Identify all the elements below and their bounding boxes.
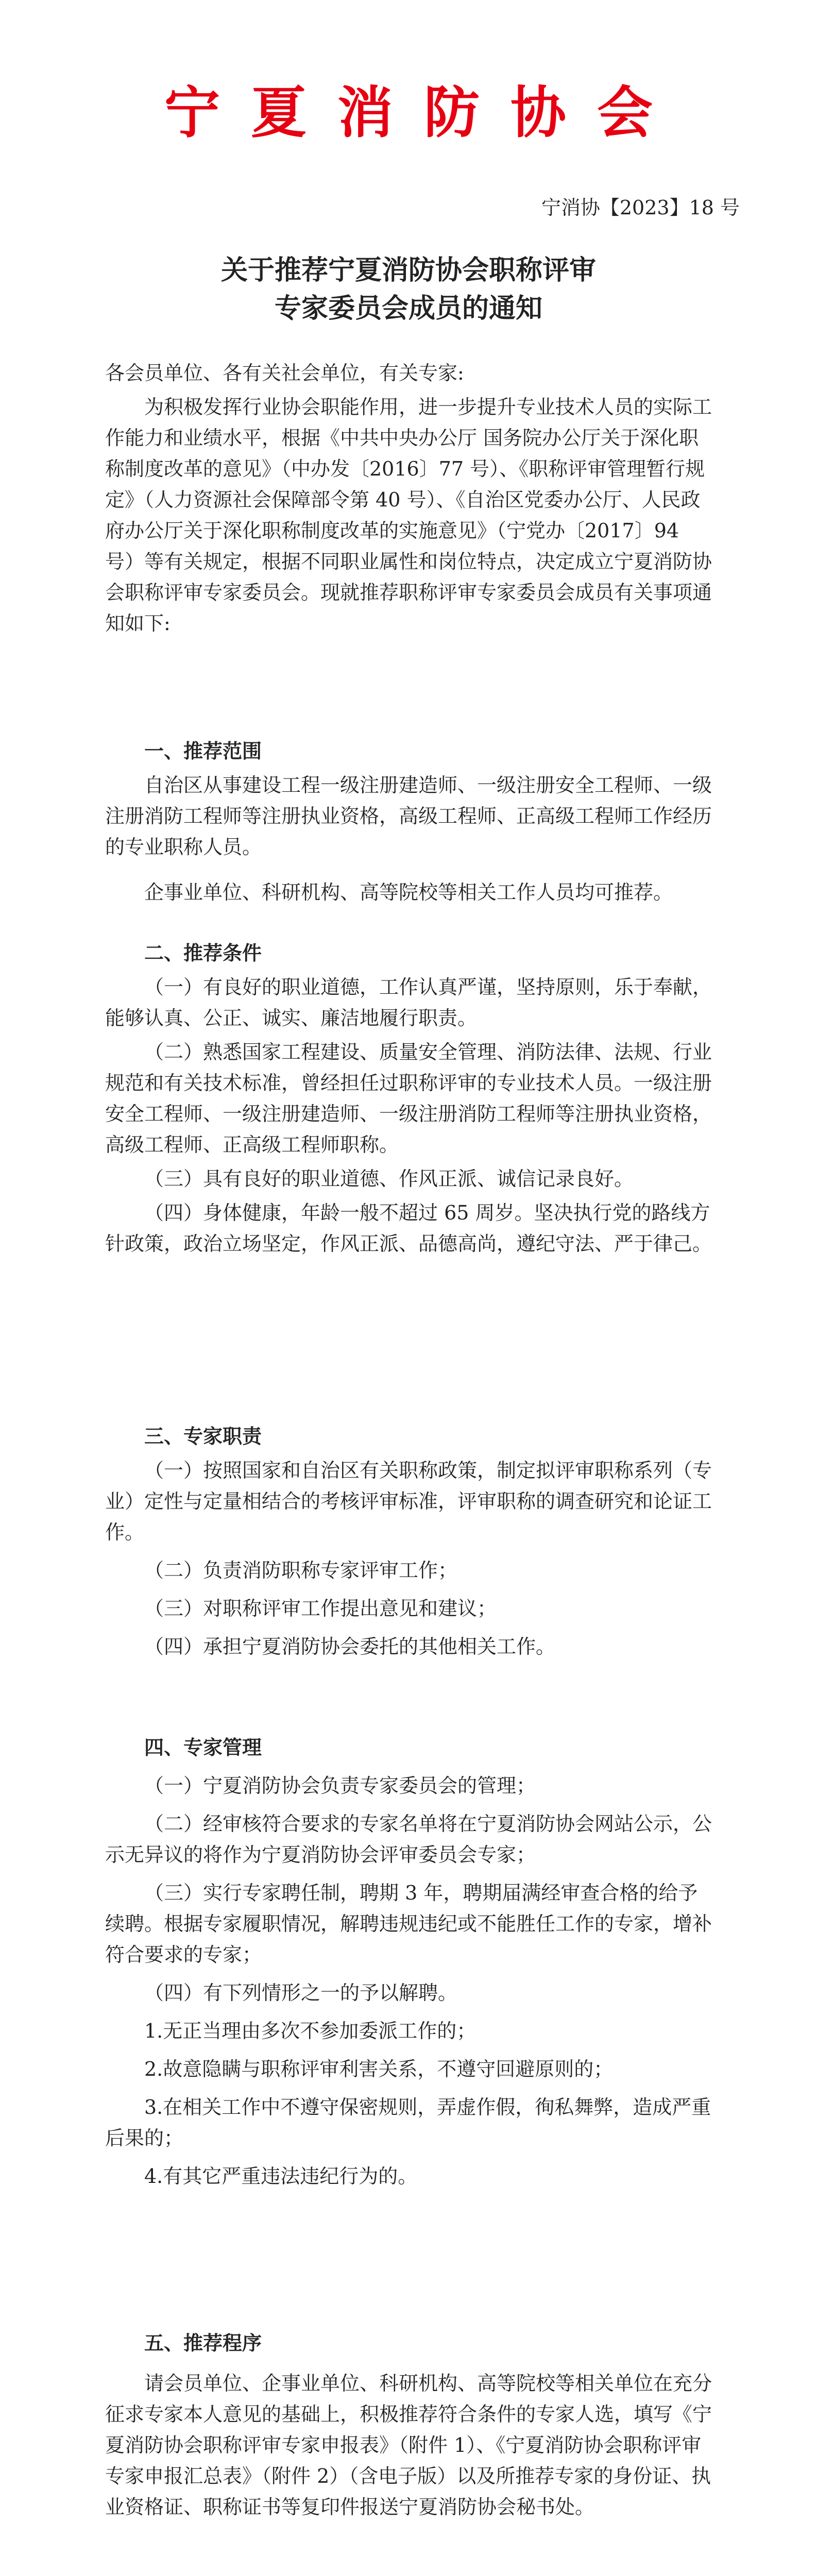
- section-paragraph: 4.有其它严重违法违纪行为的。: [144, 2165, 418, 2188]
- section-paragraph: （四）有下列情形之一的予以解聘。: [144, 1981, 458, 2004]
- section-paragraph: （三）具有良好的职业道德、作风正派、诚信记录良好。: [144, 1167, 634, 1190]
- section-heading: 二、推荐条件: [144, 942, 262, 964]
- section-expert-duties: [105, 1421, 713, 1662]
- section-paragraph: 企事业单位、科研机构、高等院校等相关工作人员均可推荐。: [144, 881, 673, 904]
- section-paragraph: （二）经审核符合要求的专家名单将在宁夏消防协会网站公示，公示无异议的将作为宁夏消防协会评审委员会专家；: [105, 1812, 712, 1866]
- section-paragraph: （二）熟悉国家工程建设、质量安全管理、消防法律、法规、行业规范和有关技术标准，曾经担任过职称评审的专业技术人员。一级注册安全工程师、一级注册建造师、一级注册消防工程师等注册执业资格，高级工程师、正高级工程师职称。: [105, 1041, 712, 1156]
- section-paragraph: （一）按照国家和自治区有关职称政策，制定拟评审职称系列（专业）定性与定量相结合的考核评审标准，评审职称的调查研究和论证工作。: [105, 1459, 712, 1544]
- document-title-line-2: 专家委员会成员的通知: [274, 293, 542, 324]
- section-heading: 五、推荐程序: [144, 2332, 262, 2354]
- document-title: [0, 251, 817, 328]
- section-paragraph: （四）身体健康，年龄一般不超过 65 周岁。坚决执行党的路线方针政策，政治立场坚定，作风正派、品德高尚，遵纪守法、严于律己。: [105, 1201, 712, 1255]
- section-paragraph: （三）实行专家聘任制，聘期 3 年，聘期届满经审查合格的给予续聘。根据专家履职情况，解聘违规违纪或不能胜任工作的专家，增补符合要求的专家；: [105, 1882, 712, 1966]
- org-title: 宁夏消防协会: [164, 81, 684, 145]
- section-paragraph: 3.在相关工作中不遵守保密规则，弄虚作假，徇私舞弊，造成严重后果的；: [105, 2096, 711, 2149]
- intro-paragraph: 为积极发挥行业协会职能作用，进一步提升专业技术人员的实际工作能力和业绩水平，根据《中共中央办公厅 国务院办公厅关于深化职称制度改革的意见》（中办发〔2016〕77 号）、《职称评审管理暂行规定》（人力资源社会保障部令第 40 号）、《自治区党委办公厅、人民政府办公厅关于深化职称制度改革的实施意见》（宁党办〔2017〕94 号）等有关规定，根据不同职业属性和岗位特点，决定成立宁夏消防协会职称评审专家委员会。现就推荐职称评审专家委员会成员有关事项通知如下:: [105, 396, 712, 635]
- section-paragraph: （一）有良好的职业道德，工作认真严谨，坚持原则，乐于奉献，能够认真、公正、诚实、廉洁地履行职责。: [105, 976, 712, 1029]
- section-paragraph: 自治区从事建设工程一级注册建造师、一级注册安全工程师、一级注册消防工程师等注册执业资格，高级工程师、正高级工程师工作经历的专业职称人员。: [105, 774, 712, 858]
- document-number: 宁消协【2023】18 号: [541, 196, 740, 219]
- section-paragraph: （四）承担宁夏消防协会委托的其他相关工作。: [144, 1635, 556, 1658]
- document-title-line-1: 关于推荐宁夏消防协会职称评审: [220, 255, 596, 286]
- section-paragraph: 2.故意隐瞒与职称评审利害关系，不遵守回避原则的；: [144, 2058, 614, 2080]
- section-paragraph: 请会员单位、企事业单位、科研机构、高等院校等相关单位在充分征求专家本人意见的基础上，积极推荐符合条件的专家人选，填写《宁夏消防协会职称评审专家申报表》（附件 1）、《宁夏消防协会职称评审专家申报汇总表》（附件 2）（含电子版）以及所推荐专家的身份证、执业资格证、职称证书等复印件报送宁夏消防协会秘书处。: [105, 2372, 712, 2518]
- section-heading: 四、专家管理: [144, 1736, 262, 1759]
- section-heading: 一、推荐范围: [144, 740, 262, 762]
- section-recommend-conditions: [105, 938, 713, 1259]
- section-paragraph: （三）对职称评审工作提出意见和建议；: [144, 1597, 497, 1620]
- section-paragraph: 1.无正当理由多次不参加委派工作的；: [144, 2020, 476, 2042]
- section-expert-management: [105, 1732, 713, 2192]
- section-paragraph: （一）宁夏消防协会负责专家委员会的管理；: [144, 1774, 536, 1797]
- section-recommend-scope: [105, 736, 713, 908]
- section-recommend-procedure: [105, 2328, 713, 2522]
- section-paragraph: （二）负责消防职称专家评审工作；: [144, 1559, 458, 1582]
- section-heading: 三、专家职责: [144, 1425, 262, 1448]
- salutation: 各会员单位、各有关社会单位，有关专家:: [105, 362, 464, 384]
